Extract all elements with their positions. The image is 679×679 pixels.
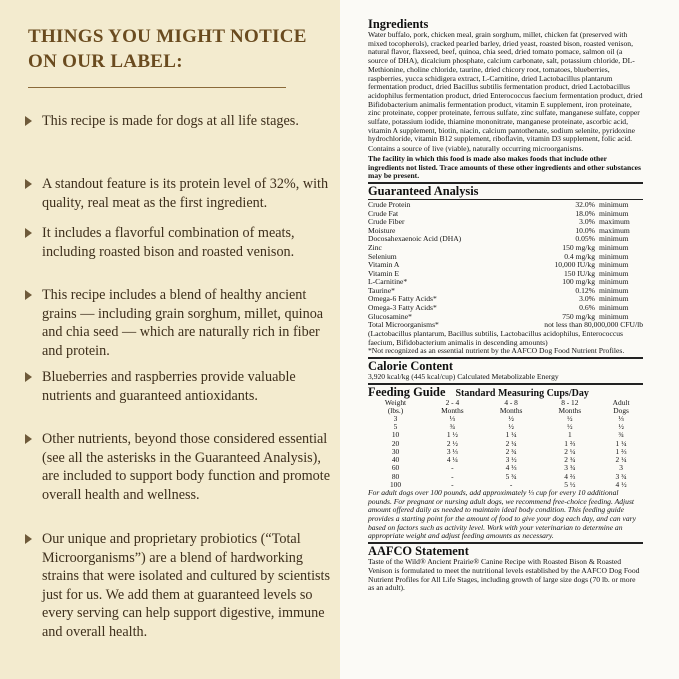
nutrient-qualifier: minimum [599,303,629,313]
bullet-text: Blueberries and raspberries provide valuable nutrients and guaranteed antioxidants. [42,369,296,404]
nutrient-name: Crude Fiber [368,217,405,227]
nutrient-value: 10.0% [575,225,595,235]
table-cell: 40 [391,455,400,465]
bullet-text: This recipe includes a blend of healthy ancient grains — including grain sorghum, millet, quinoa and chia seed — which are naturally rich in fiber and protein. [42,287,324,359]
feeding-guide-subtitle: Standard Measuring Cups/Day [455,387,589,399]
bullet-text: It includes a flavorful combination of meats, including roasted bison and roasted venison. [42,225,295,260]
bullet-text: This recipe is made for dogs at all life stages. [42,113,299,129]
nutrient-name: Crude Fat [368,208,399,218]
aafco-statement-text: Taste of the Wild® Ancient Prairie® Canine Recipe with Roasted Bison & Roasted Venison is formulated to meet the nutritional levels established by the AAFCO Dog Food Nutrient Profiles for All Life Stages, including growth of large size dogs (70 lb. or more as an adult). [368,557,640,593]
feeding-note: For adult dogs over 100 pounds, add approximately ⅓ cup for every 10 additional pounds. For pregnant or nursing adult dogs, we recommend free-choice feeding. Adjust amount offered daily as needed to maintain ideal body condition. This feeding guide provides a starting point for the amount of food to give your dog each day, and can vary based on factors such as activity level. Work with your veterinarian to determine an appropriate weight and adjust feeding amounts as necessary. [368,487,636,541]
nutrient-value: 750 mg/kg [562,311,595,321]
table-cell: ½ [567,414,573,424]
guaranteed-analysis-title: Guaranteed Analysis [368,183,479,198]
table-cell: 1 [567,430,572,440]
feeding-guide-table [368,399,643,489]
nutrition-label [368,18,643,593]
microorganism-strains: (Lactobacillus plantarum, Bacillus subtilis, Lactobacillus acidophilus, Enterococcus faecium, Bifidobacterium animalis in descending amounts) [368,328,623,347]
table-cell: 3 [393,414,398,424]
table-cell: - [451,471,454,481]
table-row [368,415,643,423]
nutrient-qualifier: minimum [599,199,629,209]
table-cell: ½ [618,422,624,432]
nutrient-name: Taurine* [368,285,395,295]
nutrient-qualifier: minimum [599,251,629,261]
heading-divider [28,87,286,88]
table-cell: - [451,479,454,489]
nutrient-value: 3.0% [579,217,595,227]
nutrient-value: 150 IU/kg [563,268,595,278]
table-cell: 2 ¾ [505,446,517,456]
table-cell: ⅓ [449,414,456,424]
nutrient-qualifier: minimum [599,260,629,270]
table-cell: 5 [393,422,398,432]
nutrient-value: 0.05% [575,234,595,244]
table-cell: 60 [391,463,400,473]
list-item [42,286,332,360]
page-title: THINGS YOU MIGHT NOTICE ON OUR LABEL: [28,26,307,72]
facility-note: The facility in which this food is made also makes foods that include other ingredients not listed. Trace amounts of these other ingredients and other substances may be present. [368,153,641,181]
label-panel [340,0,679,679]
nutrient-qualifier: minimum [599,277,629,287]
nutrient-value: not less than 80,000,000 CFU/lb [544,320,643,330]
nutrient-value: 0.4 mg/kg [564,251,595,261]
list-item [42,368,332,405]
nutrient-name: Crude Protein [368,199,411,209]
table-cell: 100 [389,479,402,489]
triangle-bullet-icon [25,179,32,189]
table-cell: 2 ½ [446,438,458,448]
table-cell: 1 ⅔ [564,438,576,448]
nutrient-qualifier: maximum [599,225,630,235]
list-item [42,530,332,641]
table-cell: ½ [567,422,573,432]
table-cell: 1 ½ [446,430,458,440]
table-cell: ½ [508,414,514,424]
nutrient-value: 150 mg/kg [562,242,595,252]
nutrient-name: Omega-6 Fatty Acids* [368,294,437,304]
nutrient-qualifier: minimum [599,234,629,244]
table-cell: 5 ½ [564,479,576,489]
column-header: Adult Dogs [612,397,630,415]
nutrient-value: 0.6% [579,303,595,313]
nutrient-qualifier: minimum [599,285,629,295]
calorie-content-text: 3,920 kcal/kg (445 kcal/cup) Calculated Metabolizable Energy [368,371,559,381]
nutrient-name: Docosahexaenoic Acid (DHA) [368,234,462,244]
table-cell: 3 [619,463,623,473]
nutrient-value: 100 mg/kg [562,277,595,287]
table-cell: 1 ¼ [615,438,627,448]
table-cell: 5 ¾ [505,471,517,481]
list-item [42,224,332,261]
column-header: 4 - 8 Months [499,397,523,415]
nutrient-qualifier: minimum [599,294,629,304]
nutrient-name: Vitamin A [368,260,400,270]
list-item [42,112,332,131]
table-cell: ¾ [449,422,456,432]
nutrient-name: Moisture [368,225,396,235]
nutrient-value: 32.0% [575,199,595,209]
triangle-bullet-icon [25,434,32,444]
bullet-text: Our unique and proprietary probiotics (“Total Microorganisms”) are a blend of hardworking strains that were isolated and cultured by scientists just for us. We add them at guaranteed levels so every serving can help support digestive, immune and overall health. [42,531,331,640]
list-item [42,175,332,212]
triangle-bullet-icon [25,290,32,300]
table-cell: 4 ½ [615,479,627,489]
nutrient-value: 0.12% [575,285,595,295]
nutrient-name: Selenium [368,251,397,261]
table-cell: 1 ⅔ [615,446,627,456]
triangle-bullet-icon [25,116,32,126]
nutrient-qualifier: minimum [599,208,629,218]
bullet-text: Other nutrients, beyond those considered essential (see all the asterisks in the Guaranteed Analysis), are included to support body function and promote overall health and wellness. [42,431,331,503]
table-cell: 4 ⅔ [564,471,576,481]
nutrient-name: Omega-3 Fatty Acids* [368,303,437,313]
list-item [42,430,332,504]
table-cell: 2 ¼ [564,446,576,456]
column-header: Weight (lbs.) [384,397,407,415]
table-cell: 4 ¼ [446,455,458,465]
nutrient-name: Vitamin E [368,268,399,278]
nutrient-name: Total Microorganisms* [368,320,439,330]
table-cell: 3 ¾ [564,463,576,473]
table-cell: 3 ¾ [615,471,627,481]
nutrient-value: 3.0% [579,294,595,304]
triangle-bullet-icon [25,534,32,544]
table-cell: 1 ¼ [505,430,517,440]
aafco-statement-title: AAFCO Statement [368,544,469,559]
calorie-content-title: Calorie Content [368,358,453,373]
nutrient-qualifier: minimum [599,242,629,252]
table-cell: 10 [391,430,400,440]
table-header-row [368,399,643,415]
nutrient-qualifier: minimum [599,268,629,278]
microorganisms-note: Contains a source of live (viable), naturally occurring microorganisms. [368,144,584,154]
feeding-guide-title: Feeding Guide [368,384,446,399]
triangle-bullet-icon [25,372,32,382]
table-cell: ⅓ [618,414,624,424]
nutrient-value: 18.0% [575,208,595,218]
analysis-footnote: *Not recognized as an essential nutrient by the AAFCO Dog Food Nutrient Profiles. [368,346,625,356]
table-cell: 30 [391,446,400,456]
triangle-bullet-icon [25,228,32,238]
guaranteed-analysis-table [368,201,643,330]
nutrient-value: 10,000 IU/kg [554,260,595,270]
table-cell: 3 ½ [505,455,517,465]
ingredients-text: Water buffalo, pork, chicken meal, grain sorghum, millet, chicken fat (preserved with mixed tocopherols), cracked pearled barley, dried yeast, roasted bison, roasted venison, natural flavor, flaxseed, beef, quinoa, chia seed, dried tomato pomace, salmon oil (a source of DHA), dicalcium phosphate, calcium carbonate, salt, potassium chloride, DL-Methionine, choline chloride, taurine, dried chicory root, tomatoes, blueberries, raspberries, yucca schidigera extract, L-Carnitine, dried Lactobacillus plantarum fermentation product, dried Bacillus subtilis fermentation product, dried Lactobacillus acidophilus fermentation product, dried Enterococcus faecium fermentation product, dried Bifidobacterium animalis fermentation product, vitamin E supplement, iron proteinate, zinc proteinate, copper proteinate, ferrous sulfate, zinc sulfate, manganese sulfate, copper sulfate, potassium iodide, thiamine mononitrate, manganese proteinate, ascorbic acid, vitamin A supplement, biotin, niacin, calcium pantothenate, sodium selenite, pyridoxine hydrochloride, vitamin B12 supplement, riboflavin, vitamin D3 supplement, folic acid. [368,30,643,144]
table-cell: 2 ¼ [615,455,627,465]
nutrient-name: L-Carnitine* [368,277,408,287]
table-cell: ¾ [618,430,624,440]
ingredients-title: Ingredients [368,17,429,31]
table-cell: 4 ⅓ [505,463,517,473]
table-cell: 80 [391,471,400,481]
table-cell: - [451,463,454,473]
table-cell: - [509,479,513,489]
nutrient-qualifier: minimum [599,311,629,321]
column-header: 2 - 4 Months [441,397,464,415]
nutrient-qualifier: maximum [599,217,630,227]
bullet-text: A standout feature is its protein level of 32%, with quality, real meat as the first ingredient. [42,176,329,211]
nutrient-name: Glucosamine* [368,311,412,321]
table-cell: ½ [508,422,514,432]
nutrient-name: Zinc [368,242,382,252]
table-cell: 3 ⅓ [446,446,458,456]
table-row [368,473,643,481]
column-header: 8 - 12 Months [558,397,582,415]
table-cell: 2 ¼ [505,438,517,448]
table-cell: 20 [391,438,400,448]
table-cell: 2 ¾ [564,455,576,465]
